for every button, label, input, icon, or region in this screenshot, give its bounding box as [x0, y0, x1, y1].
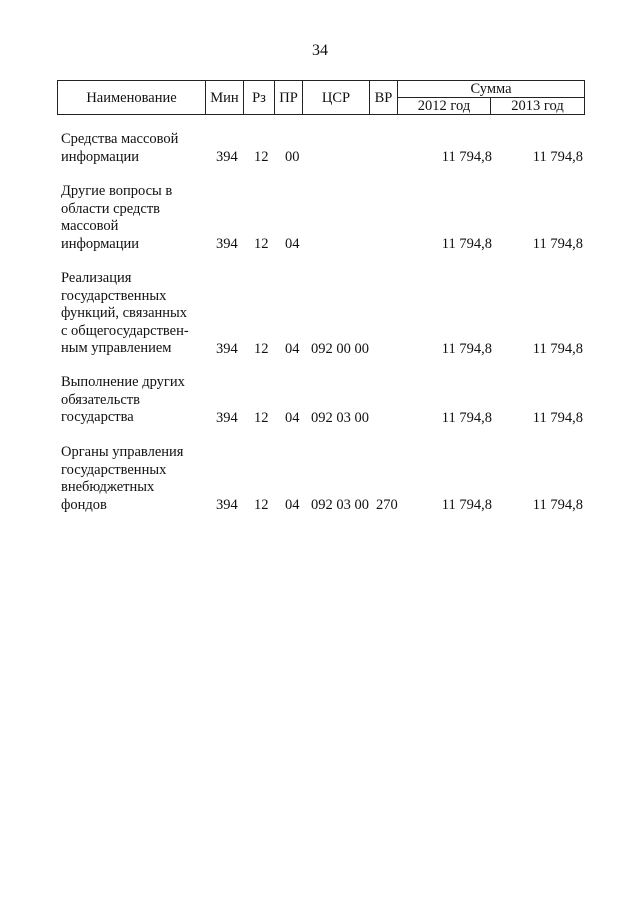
- row-pr: 04: [285, 409, 300, 426]
- header-sum: Сумма: [398, 81, 585, 98]
- row-min: 394: [216, 148, 238, 165]
- row-rz: 12: [254, 496, 269, 513]
- header-csr: ЦСР: [303, 81, 370, 115]
- row-sum-2012: 11 794,8: [441, 148, 492, 165]
- row-sum-2013: 11 794,8: [532, 340, 583, 357]
- row-name: Органы управления государственных внебюджетных фондов: [61, 444, 184, 513]
- row-sum-2013: 11 794,8: [532, 496, 583, 513]
- table-row: [0, 374, 640, 427]
- row-pr: 00: [285, 148, 300, 165]
- header-year-2013: 2013 год: [491, 98, 585, 115]
- row-pr: 04: [285, 496, 300, 513]
- row-csr: 092 00 00: [311, 340, 369, 357]
- row-sum-2012: 11 794,8: [441, 409, 492, 426]
- row-rz: 12: [254, 235, 269, 252]
- header-min: Мин: [206, 81, 244, 115]
- page-number: 34: [312, 42, 328, 59]
- row-min: 394: [216, 235, 238, 252]
- header-name: Наименование: [58, 81, 206, 115]
- header-year-2012: 2012 год: [398, 98, 491, 115]
- row-name: Выполнение других обязательств государства: [61, 374, 185, 425]
- row-csr: 092 03 00: [311, 409, 369, 426]
- row-sum-2013: 11 794,8: [532, 148, 583, 165]
- row-pr: 04: [285, 340, 300, 357]
- row-sum-2013: 11 794,8: [532, 409, 583, 426]
- table-row: [0, 131, 640, 166]
- row-sum-2012: 11 794,8: [441, 340, 492, 357]
- row-rz: 12: [254, 409, 269, 426]
- table-row: [0, 183, 640, 253]
- row-rz: 12: [254, 148, 269, 165]
- header-vr: ВР: [370, 81, 398, 115]
- row-csr: 092 03 00: [311, 496, 369, 513]
- table-row: [0, 444, 640, 514]
- row-min: 394: [216, 496, 238, 513]
- row-sum-2012: 11 794,8: [441, 496, 492, 513]
- row-sum-2012: 11 794,8: [441, 235, 492, 252]
- row-min: 394: [216, 409, 238, 426]
- table-row: [0, 270, 640, 358]
- row-name: Средства массовой информации: [61, 131, 179, 165]
- row-rz: 12: [254, 340, 269, 357]
- row-min: 394: [216, 340, 238, 357]
- row-name: Другие вопросы в области средств массовой информации: [61, 183, 173, 252]
- row-vr: 270: [376, 496, 398, 513]
- table-header: [57, 80, 585, 115]
- header-pr: ПР: [275, 81, 303, 115]
- row-pr: 04: [285, 235, 300, 252]
- header-rz: Рз: [244, 81, 275, 115]
- row-sum-2013: 11 794,8: [532, 235, 583, 252]
- row-name: Реализация государственных функций, связанных с общегосударствен- ным управлением: [61, 270, 189, 356]
